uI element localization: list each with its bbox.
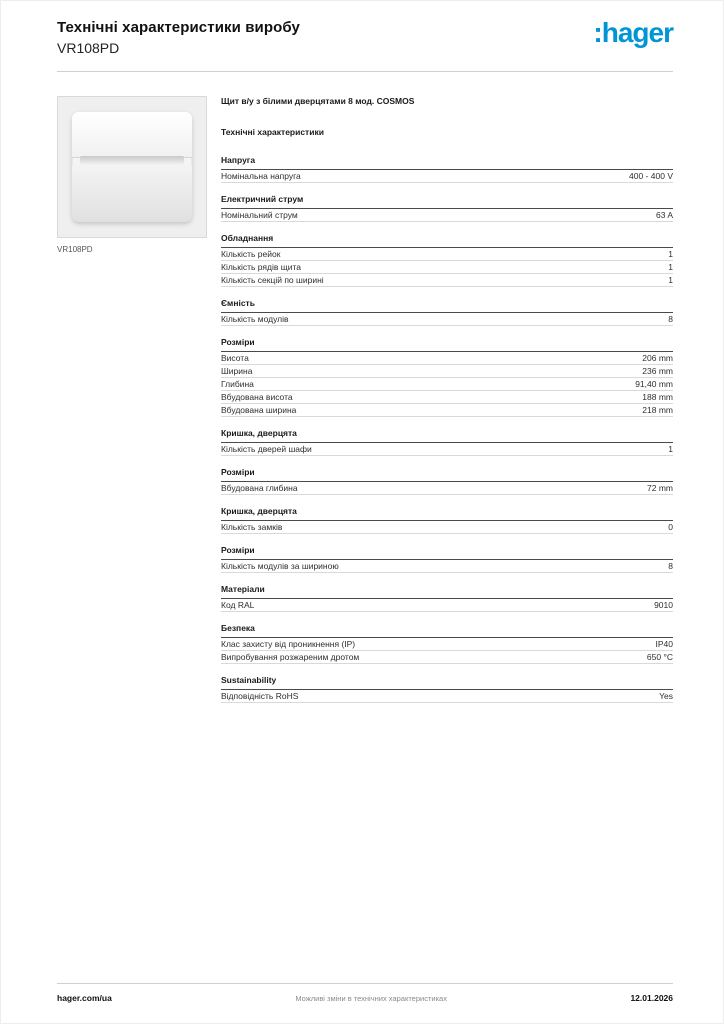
- product-code-subtitle: VR108PD: [57, 40, 120, 56]
- spec-value: 400 - 400 V: [629, 171, 673, 181]
- spec-label: Випробування розжареним дротом: [221, 652, 360, 662]
- spec-section-title: Розміри: [221, 338, 673, 352]
- spec-section: [221, 338, 673, 417]
- spec-value: IP40: [655, 639, 673, 649]
- product-image-column: [57, 89, 209, 254]
- spec-value: 8: [668, 314, 673, 324]
- spec-row: [221, 274, 673, 287]
- spec-row: [221, 599, 673, 612]
- spec-sections-container: [221, 156, 673, 703]
- spec-label: Номінальна напруга: [221, 171, 301, 181]
- enclosure-illustration: [72, 112, 192, 222]
- spec-section: [221, 195, 673, 222]
- spec-label: Вбудована висота: [221, 392, 293, 402]
- enclosure-door: [72, 165, 192, 222]
- spec-label: Клас захисту від проникнення (IP): [221, 639, 356, 649]
- spec-row: [221, 365, 673, 378]
- header: [57, 19, 673, 56]
- spec-value: 63 A: [655, 210, 673, 220]
- spec-row: [221, 443, 673, 456]
- spec-value: 650 °C: [646, 652, 673, 662]
- spec-value: 1: [668, 275, 673, 285]
- enclosure-top: [72, 112, 192, 158]
- spec-label: Код RAL: [221, 600, 255, 610]
- footer-disclaimer: Можливі зміни в технічних характеристиках: [295, 994, 447, 1003]
- spec-section-title: Розміри: [221, 468, 673, 482]
- spec-row: [221, 248, 673, 261]
- spec-value: 188 mm: [642, 392, 673, 402]
- spec-label: Кількість модулів за шириною: [221, 561, 339, 571]
- spec-label: Номінальний струм: [221, 210, 298, 220]
- content: [57, 89, 673, 715]
- spec-value: 236 mm: [642, 366, 673, 376]
- spec-label: Кількість замків: [221, 522, 283, 532]
- spec-section: [221, 299, 673, 326]
- spec-value: 0: [668, 522, 673, 532]
- spec-section-title: Кришка, дверцята: [221, 429, 673, 443]
- spec-column: [221, 89, 673, 715]
- spec-section-title: Безпека: [221, 624, 673, 638]
- spec-row: [221, 638, 673, 651]
- spec-value: 1: [668, 444, 673, 454]
- spec-row: [221, 378, 673, 391]
- spec-label: Кількість рейок: [221, 249, 281, 259]
- header-divider: [57, 71, 673, 72]
- spec-section-title: Кришка, дверцята: [221, 507, 673, 521]
- footer-website-link[interactable]: hager.com/ua: [57, 993, 112, 1003]
- spec-label: Ширина: [221, 366, 253, 376]
- spec-row: [221, 651, 673, 664]
- spec-section-title: Напруга: [221, 156, 673, 170]
- spec-row: [221, 404, 673, 417]
- spec-section-title: Обладнання: [221, 234, 673, 248]
- spec-value: 91,40 mm: [635, 379, 673, 389]
- page-title: Технічні характеристики виробу: [57, 19, 300, 36]
- spec-section: [221, 624, 673, 664]
- spec-section: [221, 234, 673, 287]
- spec-value: 1: [668, 249, 673, 259]
- spec-section: [221, 156, 673, 183]
- tech-characteristics-heading: Технічні характеристики: [221, 127, 324, 137]
- footer: [57, 983, 673, 1003]
- spec-label: Кількість рядів щита: [221, 262, 301, 272]
- spec-row: [221, 209, 673, 222]
- spec-section: [221, 468, 673, 495]
- spec-label: Висота: [221, 353, 249, 363]
- spec-section-title: Sustainability: [221, 676, 673, 690]
- spec-value: Yes: [659, 691, 673, 701]
- spec-value: 218 mm: [642, 405, 673, 415]
- spec-value: 206 mm: [642, 353, 673, 363]
- spec-row: [221, 560, 673, 573]
- spec-row: [221, 352, 673, 365]
- spec-value: 8: [668, 561, 673, 571]
- header-titles: [57, 19, 300, 56]
- spec-value: 1: [668, 262, 673, 272]
- spec-section-title: Матеріали: [221, 585, 673, 599]
- spec-label: Кількість модулів: [221, 314, 289, 324]
- spec-section: [221, 507, 673, 534]
- spec-row: [221, 521, 673, 534]
- spec-row: [221, 482, 673, 495]
- spec-row: [221, 391, 673, 404]
- footer-date: 12.01.2026: [630, 993, 673, 1003]
- product-image: [57, 96, 207, 238]
- spec-section-title: Розміри: [221, 546, 673, 560]
- spec-label: Відповідність RoHS: [221, 691, 299, 701]
- hager-logo: :hager: [593, 17, 673, 48]
- spec-section: [221, 546, 673, 573]
- spec-row: [221, 690, 673, 703]
- spec-section: [221, 676, 673, 703]
- spec-label: Кількість дверей шафи: [221, 444, 312, 454]
- spec-label: Вбудована ширина: [221, 405, 297, 415]
- spec-label: Вбудована глибина: [221, 483, 298, 493]
- spec-label: Глибина: [221, 379, 254, 389]
- spec-label: Кількість секцій по ширині: [221, 275, 324, 285]
- product-name: Щит в/у з білими дверцятами 8 мод. COSMOS: [221, 96, 415, 106]
- spec-row: [221, 170, 673, 183]
- enclosure-handle: [80, 156, 184, 165]
- spec-row: [221, 313, 673, 326]
- spec-section-title: Електричний струм: [221, 195, 673, 209]
- spec-row: [221, 261, 673, 274]
- spec-value: 9010: [654, 600, 673, 610]
- spec-section: [221, 585, 673, 612]
- spec-section-title: Ємність: [221, 299, 673, 313]
- spec-value: 72 mm: [647, 483, 673, 493]
- spec-section: [221, 429, 673, 456]
- product-image-caption: VR108PD: [57, 245, 93, 254]
